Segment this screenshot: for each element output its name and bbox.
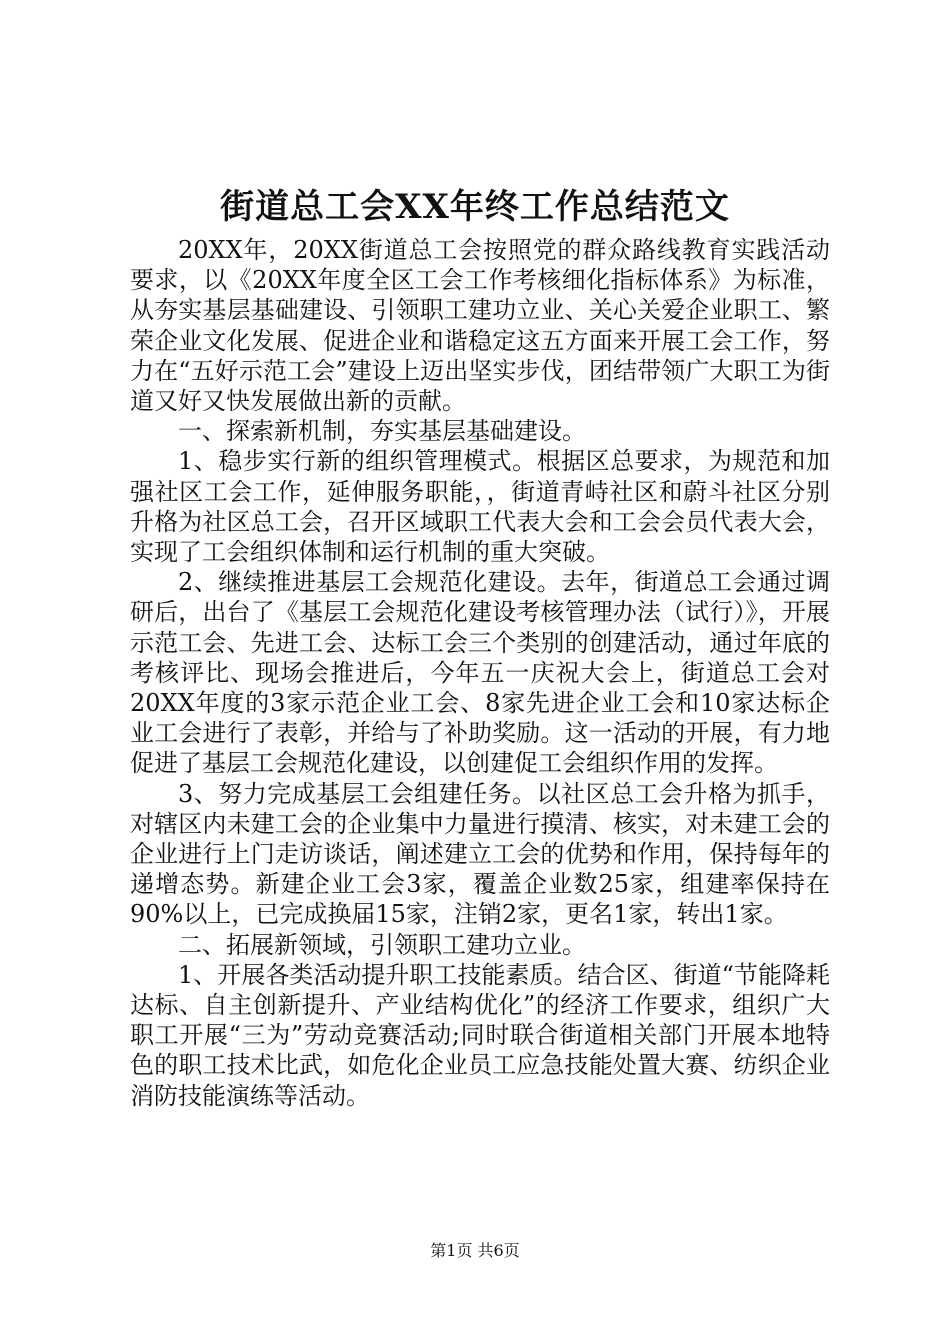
paragraph-2-1: 1、开展各类活动提升职工技能素质。结合区、街道“节能降耗达标、自主创新提升、产业结构优化”的经济工作要求，组织广大职工开展“三为”劳动竞赛活动;同时联合街道相关部门开展本地特色的职工技术比武，如危化企业员工应急技能处置大赛、纺织企业消防技能演练等活动。 [130, 960, 830, 1110]
page-number: 第1页 共6页 [430, 1241, 520, 1260]
paragraph-1-3: 3、努力完成基层工会组建任务。以社区总工会升格为抓手，对辖区内未建工会的企业集中力量进行摸清、核实，对未建工会的企业进行上门走访谈话，阐述建立工会的优势和作用，保持每年的递增态势。新建企业工会3家，覆盖企业数25家，组建率保持在90%以上，已完成换届15家，注销2家，更名1家，转出1家。 [130, 779, 830, 929]
section-heading-1: 一、探索新机制，夯实基层基础建设。 [178, 417, 586, 446]
document-title: 街道总工会XX年终工作总结范文 [220, 187, 730, 227]
paragraph-intro: 20XX年，20XX街道总工会按照党的群众路线教育实践活动要求，以《20XX年度全区工会工作考核细化指标体系》为标准，从夯实基层基础建设、引领职工建功立业、关心关爱企业职工、繁荣企业文化发展、促进企业和谐稳定这五方面来开展工会工作，努力在“五好示范工会”建设上迈出坚实步伐，团结带领广大职工为街道又好又快发展做出新的贡献。 [130, 236, 830, 416]
paragraph-1-2: 2、继续推进基层工会规范化建设。去年，街道总工会通过调研后，出台了《基层工会规范化建设考核管理办法（试行）》，开展示范工会、先进工会、达标工会三个类别的创建活动，通过年底的考核评比、现场会推进后，今年五一庆祝大会上，街道总工会对20XX年度的3家示范企业工会、8家先进企业工会和10家达标企业工会进行了表彰，并给与了补助奖励。这一活动的开展，有力地促进了基层工会规范化建设，以创建促工会组织作用的发挥。 [130, 568, 830, 778]
section-heading-2: 二、拓展新领域，引领职工建功立业。 [178, 930, 586, 959]
paragraph-1-1: 1、稳步实行新的组织管理模式。根据区总要求，为规范和加强社区工会工作，延伸服务职能，，街道青峙社区和蔚斗社区分别升格为社区总工会，召开区域职工代表大会和工会会员代表大会，实现了工会组织体制和运行机制的重大突破。 [130, 447, 830, 567]
document-body [130, 235, 830, 1111]
